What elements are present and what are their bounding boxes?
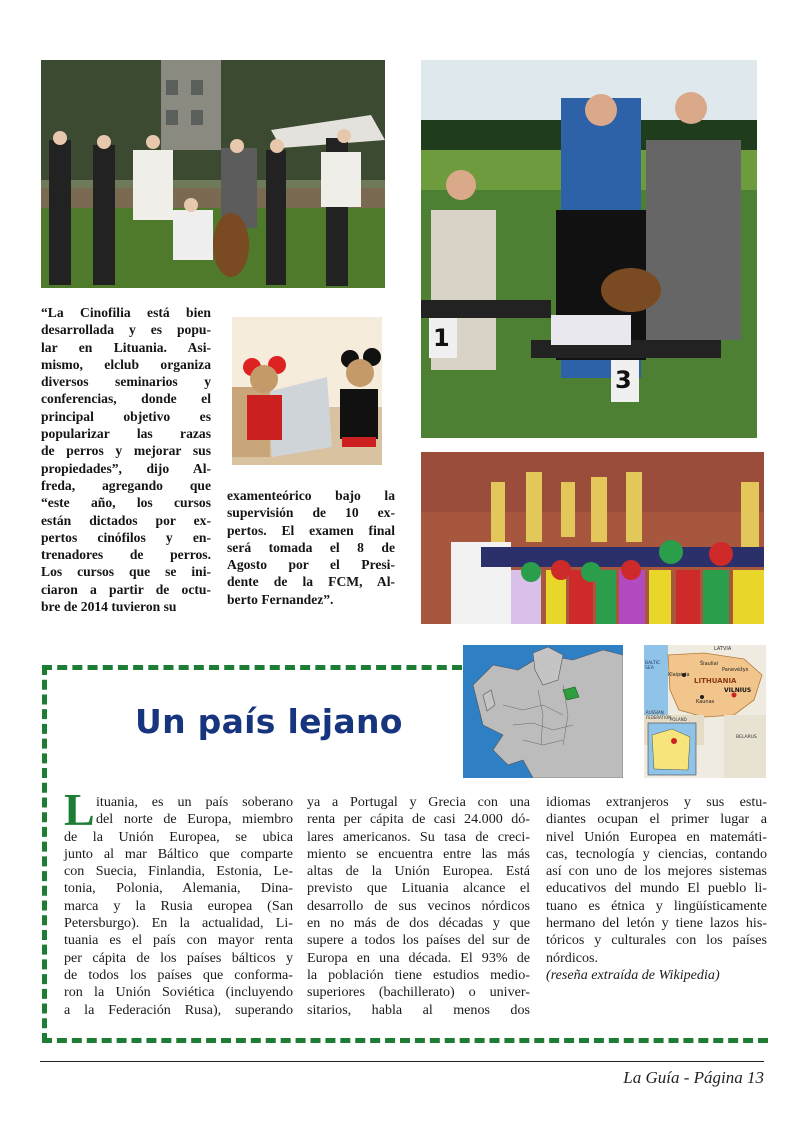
quote-line: propiedades”, dijo Al-	[41, 460, 211, 476]
quote-line: de perros y mejorar sus	[41, 443, 211, 459]
pugs-photo	[232, 317, 382, 465]
map-label-panevezys: Panevėžys	[722, 667, 749, 673]
article-line: previsto que Lituania alcance el	[307, 880, 530, 897]
quote-line: ciaron a partir de octu-	[41, 581, 211, 597]
article-line: Europa en una década. El 93% de	[307, 949, 530, 966]
map-label-vilnius: VILNIUS	[724, 687, 752, 694]
quote-line: diversos seminarios y	[41, 374, 211, 390]
map-label-baltic-sea: BALTIC SEA	[645, 661, 661, 671]
article-line: supere a todos los países del sur de	[307, 932, 530, 949]
article-line: cas, tecnología y ciencias, contando	[546, 845, 767, 862]
quote-right-column	[227, 487, 395, 608]
article-line: nivel Unión Europea en matemáti-	[546, 828, 767, 845]
article-line: junto al mar Báltico que comparte	[64, 845, 293, 862]
page-footer: La Guía - Página 13	[623, 1068, 764, 1087]
quote-line: será tomada el 8 de	[227, 539, 395, 555]
trophies-photo	[421, 452, 764, 624]
quote-line: berto Fernandez”.	[227, 591, 334, 607]
quote-line: mismo, elclub organiza	[41, 356, 211, 372]
map-label-poland: POLAND	[670, 717, 687, 722]
article-line: per cápita de los países bálticos y	[64, 949, 293, 966]
map-label-siauliai: Šiauliai	[700, 661, 719, 667]
article-line: tóricos y culturales con los países	[546, 932, 767, 949]
article-line: ron la Unión Soviética (incluyendo	[64, 984, 293, 1001]
group-photo	[41, 60, 385, 288]
article-line: idiomas extranjeros y sus estu-	[546, 794, 767, 810]
article-line: tonia, Polonia, Alemania, Dina-	[64, 880, 293, 897]
frame-bottom-border	[42, 1038, 768, 1043]
article-column-2	[307, 794, 530, 1019]
quote-line: principal objetivo es	[41, 408, 211, 424]
article-source: (reseña extraída de Wikipedia)	[546, 966, 720, 983]
map-label-belarus: BELARUS	[736, 735, 757, 740]
article-line: tuania es el país con mayor renta	[64, 932, 293, 949]
europe-map	[463, 645, 623, 778]
podium-number-3: 3	[615, 366, 632, 394]
article-column-1	[64, 794, 293, 1019]
quote-line: bre de 2014 tuvieron su	[41, 599, 177, 615]
footer-rule	[40, 1061, 764, 1062]
article-line: tuano es étnica y lingüísticamente	[546, 897, 767, 914]
article-line: ituania, es un país soberano	[96, 794, 293, 810]
quote-line: Los cursos que se ini-	[41, 564, 211, 580]
article-line: así con uno de los mejores sistemas	[546, 863, 767, 880]
map-label-kaunas: Kaunas	[696, 699, 715, 705]
quote-line: conferencias, donde el	[41, 391, 211, 407]
article-line: en no más de dos décadas y que	[307, 915, 530, 932]
drop-cap: L	[64, 784, 95, 835]
article-line: lares americanos. Su tasa de creci-	[307, 828, 530, 845]
article-line: educativos del mundo El pueblo li-	[546, 880, 767, 897]
frame-left-border	[42, 665, 47, 1043]
article-line: nórdicos.	[546, 949, 599, 966]
quote-line: pertos cinófilos y en-	[41, 529, 211, 545]
section-title: Un país lejano	[135, 702, 403, 741]
map-label-russia: RUSSIAN FEDERATION	[646, 710, 672, 720]
quote-line: freda, agregando que	[41, 477, 211, 493]
article-line: ya a Portugal y Grecia con una	[307, 794, 530, 810]
article-line: con Suecia, Finlandia, Estonia, Le-	[64, 863, 293, 880]
quote-line: lar en Lituania. Asi-	[41, 339, 211, 355]
article-line: Petersburgo). En la actualidad, Li-	[64, 915, 293, 932]
quote-line: popularizar las razas	[41, 426, 211, 442]
inset-country-label: LITHUANIA	[694, 677, 737, 685]
article-line: a la Federación Rusa), superando	[64, 1001, 293, 1018]
map-label-latvia: LATVIA	[714, 646, 732, 652]
article-line: desarrollo de sus vecinos nórdicos	[307, 897, 530, 914]
article-line: marca y la Rusia europea (San	[64, 897, 293, 914]
article-column-3	[546, 794, 767, 984]
article-line: renta per cápita de casi 24.000 dó-	[307, 811, 530, 828]
lithuania-map	[644, 645, 766, 778]
article-line: miento se encuentra entre las más	[307, 845, 530, 862]
quote-left-column	[41, 304, 211, 615]
quote-line: Agosto por el Presi-	[227, 557, 395, 573]
article-line: la población tiene estudios medio-	[307, 966, 530, 983]
quote-line: “este año, los cursos	[41, 495, 211, 511]
article-line: superiores (bachillerato) o univer-	[307, 984, 530, 1001]
article-line: diantes ocupan el primer lugar a	[546, 811, 767, 828]
article-line: de todos los países que conforma-	[64, 966, 293, 983]
article-line: hermano del letón y tiene lazos his-	[546, 915, 767, 932]
article-line: sitarios, habla al menos dos	[307, 1001, 530, 1018]
quote-line: supervisión de 10 ex-	[227, 505, 395, 521]
quote-line: “La Cinofilia está bien	[41, 305, 211, 320]
map-label-klaipeda: Klaipėda	[668, 672, 690, 678]
frame-top-border	[42, 665, 462, 670]
podium-number-1: 1	[433, 324, 450, 352]
quote-line: dente de la FCM, Al-	[227, 574, 395, 590]
article-line: altas de la Unión Europea. Está	[307, 863, 530, 880]
podium-photo	[421, 60, 757, 438]
quote-line: examenteórico bajo la	[227, 488, 395, 503]
article-line: de la Unión Europea, se ubica	[64, 828, 293, 845]
quote-line: pertos. El examen final	[227, 522, 395, 538]
article-line: del norte de Europa, miembro	[96, 811, 293, 828]
quote-line: trenadores de perros.	[41, 547, 211, 563]
quote-line: desarrollada y es popu-	[41, 322, 211, 338]
quote-line: están dictados por ex-	[41, 512, 211, 528]
